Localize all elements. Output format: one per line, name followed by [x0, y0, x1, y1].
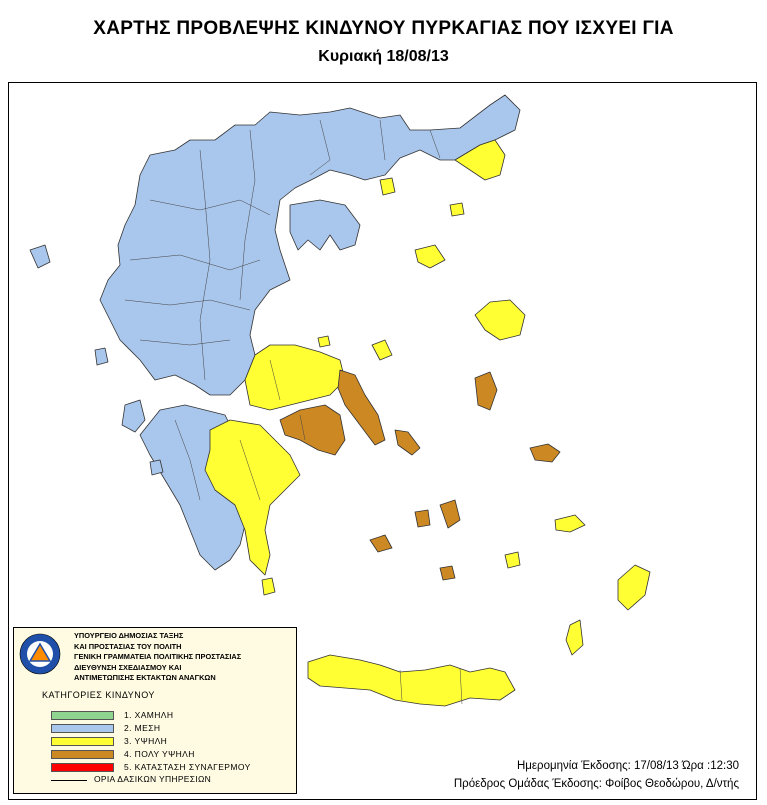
swatch-medium [51, 724, 114, 733]
island-lemnos [415, 245, 445, 268]
swatch-low [51, 711, 114, 720]
region-attica [280, 405, 345, 455]
boundary-line-sample [51, 780, 87, 781]
island-lefkada [95, 348, 108, 365]
region-chalkidiki [290, 200, 360, 250]
island-skopelos [372, 340, 392, 360]
issue-date: Ημερομηνία Έκδοσης: 17/08/13 Ώρα :12:30 [517, 760, 739, 772]
map-date: Κυριακή 18/08/13 [318, 48, 449, 65]
island-santorini [440, 566, 455, 580]
swatch-alert [51, 763, 114, 772]
ministry-line: ΔΙΕΥΘΥΝΣΗ ΣΧΕΔΙΑΣΜΟΥ ΚΑΙ [74, 662, 182, 672]
island-paros [415, 510, 430, 527]
island-rhodes [618, 565, 650, 610]
island-karpathos [566, 620, 583, 655]
ministry-line: ΥΠΟΥΡΓΕΙΟ ΔΗΜΟΣΙΑΣ ΤΑΞΗΣ [74, 631, 184, 640]
ministry-block [74, 631, 241, 684]
island-samothraki [450, 203, 464, 216]
island-kythira [262, 578, 275, 595]
legend-label: 4. ΠΟΛΥ ΥΨΗΛΗ [124, 749, 195, 759]
island-crete [308, 655, 515, 706]
legend-label: 1. ΧΑΜΗΛΗ [124, 710, 174, 720]
island-kos [555, 515, 585, 532]
island-naxos [440, 500, 460, 528]
legend-label: 3. ΥΨΗΛΗ [124, 736, 168, 746]
island-kefalonia [122, 400, 145, 432]
island-lesvos [475, 300, 525, 340]
civil-protection-logo-icon [19, 633, 61, 675]
island-skiathos [318, 336, 330, 347]
swatch-very-high [51, 750, 114, 759]
ministry-line: ΓΕΝΙΚΗ ΓΡΑΜΜΑΤΕΙΑ ΠΟΛΙΤΙΚΗΣ ΠΡΟΣΤΑΣΙΑΣ [74, 652, 242, 661]
ministry-line: ΑΝΤΙΜΕΤΩΠΙΣΗΣ ΕΚΤΑΚΤΩΝ ΑΝΑΓΚΩΝ [74, 673, 216, 682]
legend-panel [13, 627, 297, 794]
island-samos [530, 444, 560, 462]
legend-label: 2. ΜΕΣΗ [124, 723, 161, 733]
boundary-label: ΟΡΙΑ ΔΑΣΙΚΩΝ ΥΠΗΡΕΣΙΩΝ [94, 774, 212, 784]
island-corfu [30, 245, 50, 268]
map-title: ΧΑΡΤΗΣ ΠΡΟΒΛΕΨΗΣ ΚΙΝΔΥΝΟΥ ΠΥΡΚΑΓΙΑΣ ΠΟΥ ΙΣΧΥΕΙ ΓΙΑ [93, 18, 674, 39]
swatch-high [51, 737, 114, 746]
region-central-east [245, 345, 345, 410]
island-thasos [380, 178, 395, 195]
island-nisyros [505, 552, 520, 568]
region-euboea [338, 370, 385, 445]
issuer: Πρόεδρος Ομάδας Έκδοσης: Φοίβος Θεοδώρου, Δ/ντής [453, 778, 739, 790]
legend-categories-title: ΚΑΤΗΓΟΡΙΕΣ ΚΙΝΔΥΝΟΥ [42, 690, 155, 700]
island-andros [395, 430, 420, 455]
legend-label: 5. ΚΑΤΑΣΤΑΣΗ ΣΥΝΑΓΕΡΜΟΥ [124, 762, 251, 772]
ministry-line: ΚΑΙ ΠΡΟΣΤΑΣΙΑΣ ΤΟΥ ΠΟΛΙΤΗ [74, 641, 182, 651]
island-chios [475, 372, 497, 410]
island-milos [370, 535, 392, 552]
